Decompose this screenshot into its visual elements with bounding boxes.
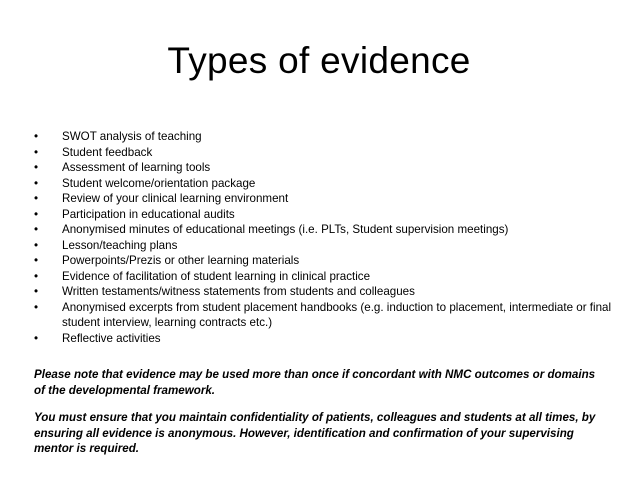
list-item-text: Student feedback [62,145,153,159]
list-item [34,222,624,238]
list-item [34,284,624,300]
bullet-icon: • [34,269,39,283]
bullet-icon: • [34,254,39,267]
bullet-icon: • [34,207,39,221]
list-item [34,238,624,254]
bullet-icon: • [34,223,39,236]
list-item-text: Participation in educational audits [62,207,235,221]
list-item [34,129,624,145]
list-item-text: Powerpoints/Prezis or other learning materials [62,254,300,267]
list-item [34,253,624,269]
list-item-text: Anonymised excerpts from student placement handbooks (e.g. induction to placement, intermediate or final student interview, learning contracts etc.) [62,300,612,329]
list-item-text: Review of your clinical learning environment [62,192,289,205]
list-item-text: Written testaments/witness statements from students and colleagues [62,285,415,298]
list-item-text: SWOT analysis of teaching [62,130,202,143]
list-item [34,207,624,223]
list-item [34,145,624,161]
list-item [34,269,624,285]
bullet-icon: • [34,238,39,252]
list-item-text: Student welcome/orientation package [62,176,256,190]
list-item [34,160,624,176]
list-item-text: Evidence of facilitation of student learning in clinical practice [62,269,371,283]
bullet-icon: • [34,145,39,159]
bullet-icon: • [34,176,39,190]
bullet-icon: • [34,130,39,143]
list-item-text: Anonymised minutes of educational meetings (i.e. PLTs, Student supervision meetings) [62,223,509,236]
list-item-text: Reflective activities [62,331,161,345]
bullet-icon: • [34,161,39,174]
bullet-icon: • [34,192,39,205]
note-reuse-evidence: Please note that evidence may be used more than once if concordant with NMC outcomes or domains of the developmental framework. [34,368,596,397]
list-item-text: Assessment of learning tools [62,161,211,174]
list-item [34,331,624,347]
list-item [34,176,624,192]
bullet-icon: • [34,300,39,314]
slide-title: Types of evidence [167,40,471,81]
list-item-text: Lesson/teaching plans [62,238,178,252]
list-item [34,191,624,207]
bullet-icon: • [34,285,39,298]
evidence-list [34,129,624,346]
note-confidentiality: You must ensure that you maintain confidentiality of patients, colleagues and students at all times, by ensuring all evidence is anonymous. However, identification and confirmation of your supervising mentor is required. [34,411,596,455]
list-item [34,300,624,331]
bullet-icon: • [34,331,39,345]
